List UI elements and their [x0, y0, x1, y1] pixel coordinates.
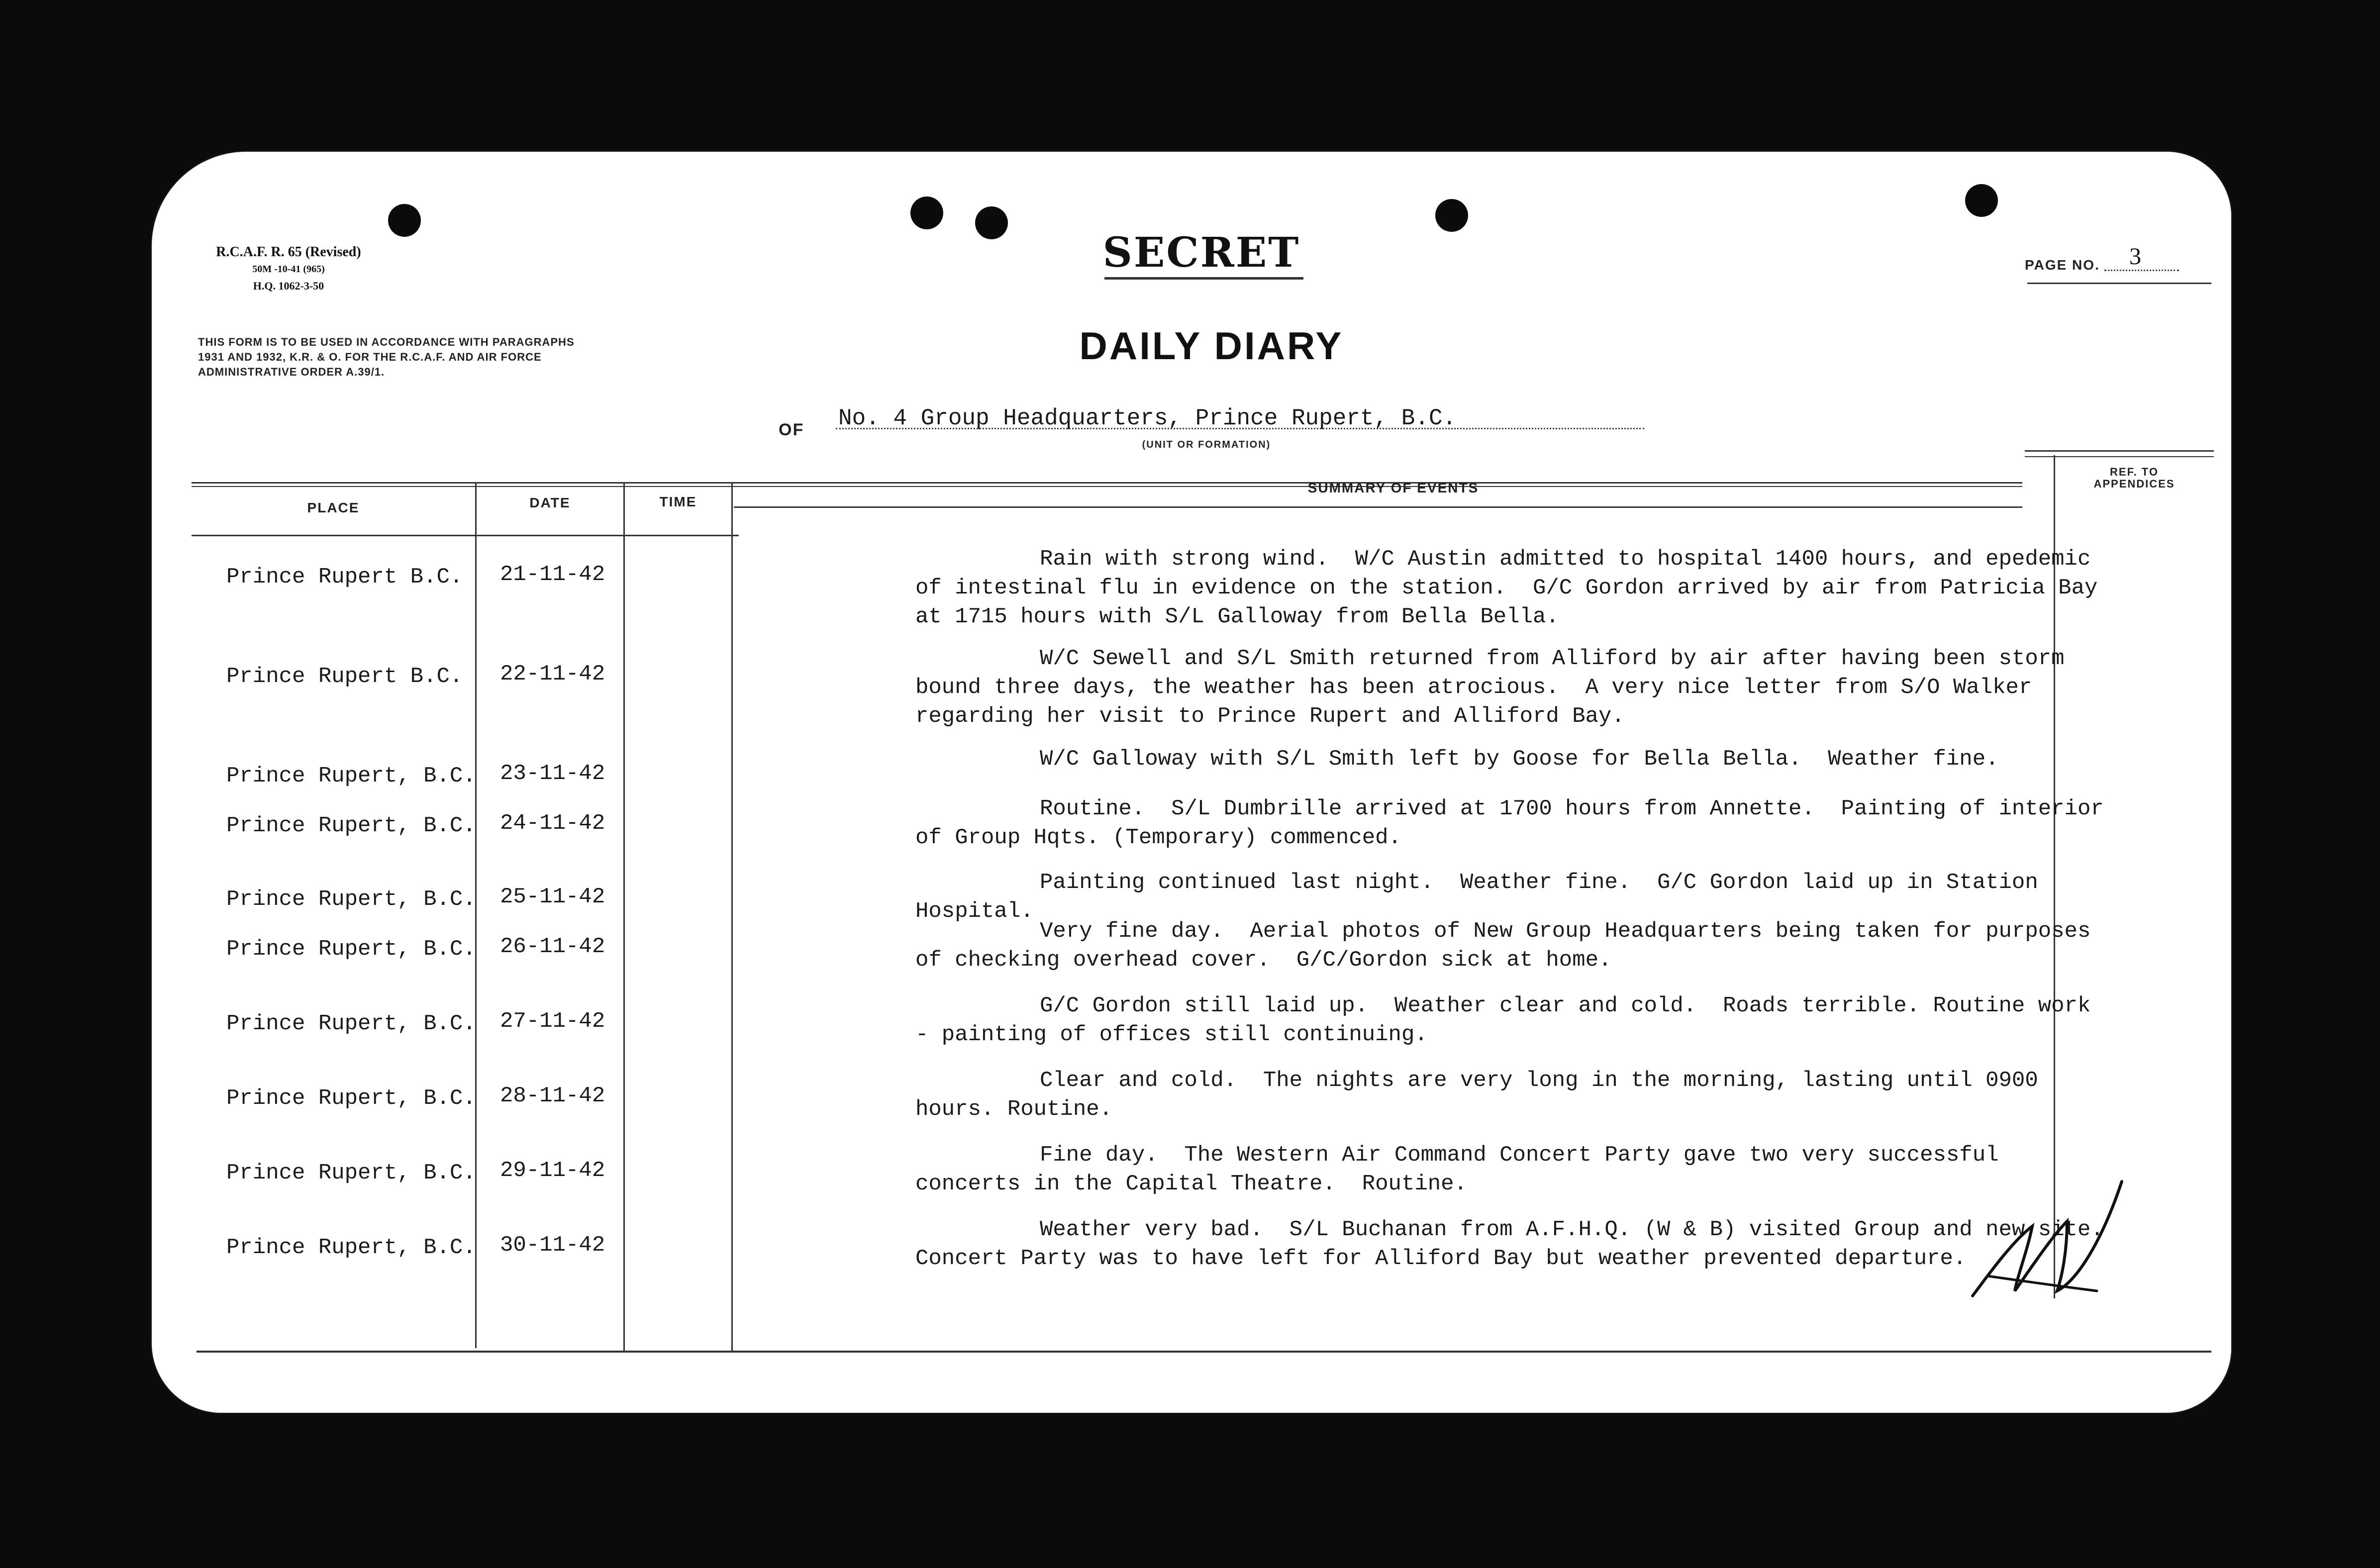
entry-date: 27-11-42 — [500, 1009, 605, 1034]
entry-place: Prince Rupert B.C. — [226, 664, 463, 689]
column-header-ref-text: REF. TO APPENDICES — [2093, 466, 2175, 490]
entry-summary: Clear and cold. The nights are very long in the morning, lasting until 0900 hours. Routine. — [915, 1068, 2052, 1122]
classification-text: SECRET — [1102, 229, 1300, 277]
entry-summary: Painting continued last night. Weather fine. G/C Gordon laid up in Station Hospital. — [915, 870, 2052, 924]
column-header-rule — [192, 535, 739, 536]
column-header-date — [477, 495, 623, 511]
entry-date: 29-11-42 — [500, 1158, 605, 1183]
classification-stamp — [1082, 229, 1321, 277]
column-header-date-text: DATE — [529, 495, 571, 510]
title-text: DAILY DIARY — [1079, 324, 1344, 368]
column-header-time-text: TIME — [659, 494, 697, 509]
entry-summary: Very fine day. Aerial photos of New Group Headquarters being taken for purposes of checking overhead cover. G/C/Gordon sick at home. — [915, 919, 2104, 973]
entry-date: 30-11-42 — [500, 1233, 605, 1258]
entry-place: Prince Rupert B.C. — [226, 565, 463, 589]
entry-place: Prince Rupert, B.C. — [226, 937, 476, 962]
header-rule-ref-2 — [2025, 456, 2214, 457]
punch-hole — [975, 206, 1008, 239]
entry-summary: Rain with strong wind. W/C Austin admitted to hospital 1400 hours, and epedemic of intestinal flu in evidence on the station. G/C Gordon arrived by air from Patricia Bay at 1715 hours with S/L Galloway from Bella Bella. — [915, 547, 2111, 629]
punch-hole — [1965, 184, 1998, 217]
unit-dotted-line — [836, 428, 1644, 429]
header-rule-ref — [2025, 450, 2214, 452]
column-header-place — [192, 500, 475, 516]
unit-caption — [1132, 439, 1281, 451]
entry-date: 25-11-42 — [500, 884, 605, 909]
page-number-value — [2129, 243, 2179, 270]
column-header-ref — [2077, 466, 2191, 490]
table-bottom-rule — [197, 1351, 2211, 1353]
instruction-text: THIS FORM IS TO BE USED IN ACCORDANCE WITH PARAGRAPHS 1931 AND 1932, K.R. & O. FOR THE R.C.A.F. AND AIR FORCE ADMINISTRATIVE ORDER A.39/1. — [198, 336, 575, 378]
entry-date: 26-11-42 — [500, 934, 605, 959]
handwritten-signature — [1968, 1167, 2137, 1316]
column-divider-time-summary — [731, 483, 733, 1351]
unit-caption-text: (UNIT OR FORMATION) — [1142, 439, 1271, 450]
entry-place: Prince Rupert, B.C. — [226, 1235, 476, 1260]
entry-place: Prince Rupert, B.C. — [226, 1011, 476, 1036]
form-identifier — [194, 244, 383, 294]
form-id-line2: 50M -10-41 (965) — [252, 264, 325, 275]
entry-summary: W/C Galloway with S/L Smith left by Goose for Bella Bella. Weather fine. — [1040, 747, 1999, 772]
entry-place: Prince Rupert, B.C. — [226, 887, 476, 912]
column-header-place-text: PLACE — [307, 500, 360, 515]
entry-place: Prince Rupert, B.C. — [226, 1161, 476, 1185]
entry-summary: Weather very bad. S/L Buchanan from A.F.H.Q. (W & B) visited Group and new site. Concert Party was to have left for Alliford Bay but weather prevented departure. — [915, 1217, 2117, 1271]
punch-hole — [1435, 199, 1468, 232]
page-number-label — [2025, 257, 2100, 273]
entry-place: Prince Rupert, B.C. — [226, 1086, 476, 1111]
column-header-time — [625, 494, 731, 510]
page-number-text: 3 — [2129, 243, 2141, 270]
entry-date: 24-11-42 — [500, 811, 605, 836]
diary-form-card — [152, 152, 2231, 1413]
unit-value-text: No. 4 Group Headquarters, Prince Rupert, B.C. — [838, 405, 1457, 431]
header-rule-right — [2027, 283, 2211, 284]
summary-header-rule — [734, 506, 2022, 508]
entry-summary: Routine. S/L Dumbrille arrived at 1700 hours from Annette. Painting of interior of Group Hqts. (Temporary) commenced. — [915, 796, 2117, 850]
page-label-text: PAGE NO. — [2025, 257, 2100, 273]
entry-place: Prince Rupert, B.C. — [226, 764, 476, 788]
page-number-dotted-line — [2104, 270, 2179, 271]
entry-date: 21-11-42 — [500, 562, 605, 587]
column-header-summary-text: SUMMARY OF EVENTS — [1307, 480, 1479, 495]
entry-date: 23-11-42 — [500, 761, 605, 786]
entry-summary: Fine day. The Western Air Command Concert Party gave two very successful concerts in the Capital Theatre. Routine. — [915, 1143, 2012, 1196]
classification-underline — [1104, 277, 1303, 280]
form-instruction — [198, 335, 586, 380]
of-label — [779, 420, 804, 440]
entry-summary: G/C Gordon still laid up. Weather clear and cold. Roads terrible. Routine work - painting of offices still continuing. — [915, 993, 2104, 1047]
entry-date: 22-11-42 — [500, 662, 605, 686]
of-label-text: OF — [779, 420, 804, 439]
column-header-summary — [733, 480, 2054, 496]
column-divider-place-date — [475, 483, 477, 1348]
column-divider-date-time — [623, 483, 625, 1351]
entry-summary: W/C Sewell and S/L Smith returned from Alliford by air after having been storm bound three days, the weather has been atrocious. A very nice letter from S/O Walker regarding her visit to Prince Rupert and Alliford Bay. — [915, 646, 2078, 729]
form-id-line3: H.Q. 1062-3-50 — [253, 280, 324, 292]
punch-hole — [388, 204, 421, 237]
entry-place: Prince Rupert, B.C. — [226, 813, 476, 838]
form-title — [1037, 323, 1386, 369]
punch-hole — [910, 196, 943, 229]
form-id-line1: R.C.A.F. R. 65 (Revised) — [216, 244, 361, 260]
entry-date: 28-11-42 — [500, 1083, 605, 1108]
